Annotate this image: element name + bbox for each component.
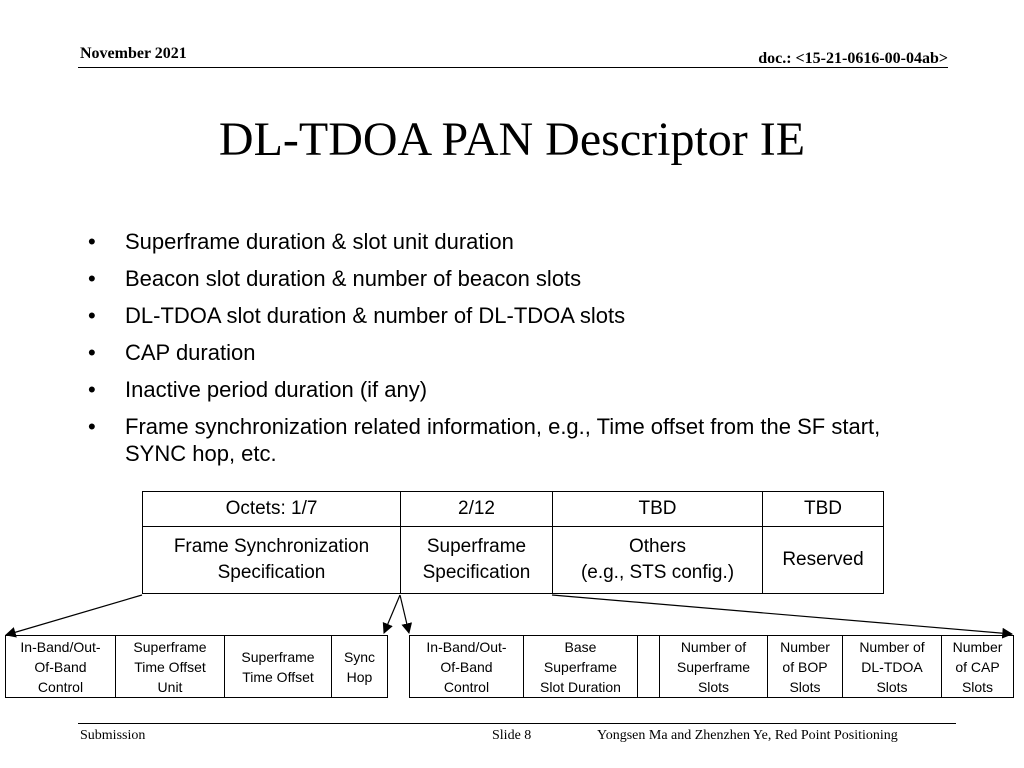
- subfield-line: Time Offset: [134, 658, 206, 675]
- subfield-line: Number of: [859, 638, 925, 655]
- bullet-text: CAP duration: [125, 340, 256, 365]
- subfield-line: In-Band/Out-: [426, 638, 507, 655]
- header-date: November 2021: [80, 45, 187, 62]
- subfield-line: Base: [564, 638, 597, 655]
- subfield-line: Number of: [680, 638, 747, 655]
- bullet-dot-icon: •: [88, 229, 96, 254]
- bullet-dot-icon: •: [88, 266, 96, 291]
- subfield-line: Superframe: [241, 648, 315, 665]
- arrow-frame-sync-right: [384, 595, 400, 633]
- field-line: Specification: [422, 562, 531, 583]
- subfield-line: Number: [780, 638, 830, 655]
- subfield-line: Slots: [697, 678, 730, 695]
- bullet-text: Frame synchronization related information, e.g., Time offset from the SF start, SYNC hop, etc.: [125, 414, 881, 466]
- subfield-line: Slots: [961, 678, 994, 695]
- subfield-line: Unit: [157, 678, 183, 695]
- bullet-text: Inactive period duration (if any): [125, 377, 428, 402]
- subfield-line: Number: [952, 638, 1003, 655]
- footer-submission: Submission: [80, 728, 146, 743]
- subfield-line: Of-Band: [34, 658, 87, 675]
- slide-title: DL-TDOA PAN Descriptor IE: [218, 113, 806, 166]
- bullet-dot-icon: •: [88, 377, 96, 402]
- bullet-dot-icon: •: [88, 414, 96, 439]
- octets-cell: 2/12: [401, 492, 553, 527]
- field-line: Reserved: [782, 549, 864, 570]
- footer-divider: [78, 723, 956, 724]
- arrow-frame-sync-left: [6, 595, 142, 635]
- bullet-dot-icon: •: [88, 303, 96, 328]
- subfield-line: In-Band/Out-: [20, 638, 101, 655]
- footer-authors: Yongsen Ma and Zhenzhen Ye, Red Point Positioning: [597, 728, 898, 743]
- subfield-line: Slots: [789, 678, 821, 695]
- subfield-line: Sync: [343, 648, 376, 665]
- field-line: Others: [628, 536, 687, 557]
- subfield-line: of BOP: [782, 658, 828, 675]
- arrow-superframe-left: [400, 595, 409, 633]
- field-line: Superframe: [426, 536, 527, 557]
- octets-cell: Octets: 1/7: [143, 492, 401, 527]
- subfield-line: Superframe: [543, 658, 618, 675]
- bullet-dot-icon: •: [88, 340, 96, 365]
- field-line: Frame Synchronization: [173, 536, 370, 557]
- subfield-line: Slots: [876, 678, 908, 695]
- arrow-superframe-right: [552, 595, 1012, 634]
- footer-slide-number: Slide 8: [492, 728, 532, 743]
- subfield-line: Control: [443, 678, 490, 695]
- octets-cell: TBD: [763, 492, 884, 527]
- subfield-line: Slot Duration: [540, 678, 621, 695]
- subfield-line: Superframe: [676, 658, 751, 675]
- subfield-line: Time Offset: [242, 668, 314, 685]
- subfield-line: Control: [37, 678, 84, 695]
- header-doc-id: doc.: <15-21-0616-00-04ab>: [758, 50, 948, 67]
- subfield-line: Of-Band: [440, 658, 493, 675]
- field-line: (e.g., STS config.): [580, 562, 735, 583]
- bullet-text: Beacon slot duration & number of beacon slots: [125, 266, 582, 291]
- bullet-text: DL-TDOA slot duration & number of DL-TDOA slots: [125, 303, 626, 328]
- subfield-line: Superframe: [133, 638, 207, 655]
- subfield-line: of CAP: [955, 658, 1000, 675]
- field-line: Specification: [217, 562, 326, 583]
- octets-cell: TBD: [553, 492, 763, 527]
- subfield-line: DL-TDOA: [861, 658, 923, 675]
- bullet-text: Superframe duration & slot unit duration: [125, 229, 514, 254]
- subfield-line: Hop: [346, 668, 373, 685]
